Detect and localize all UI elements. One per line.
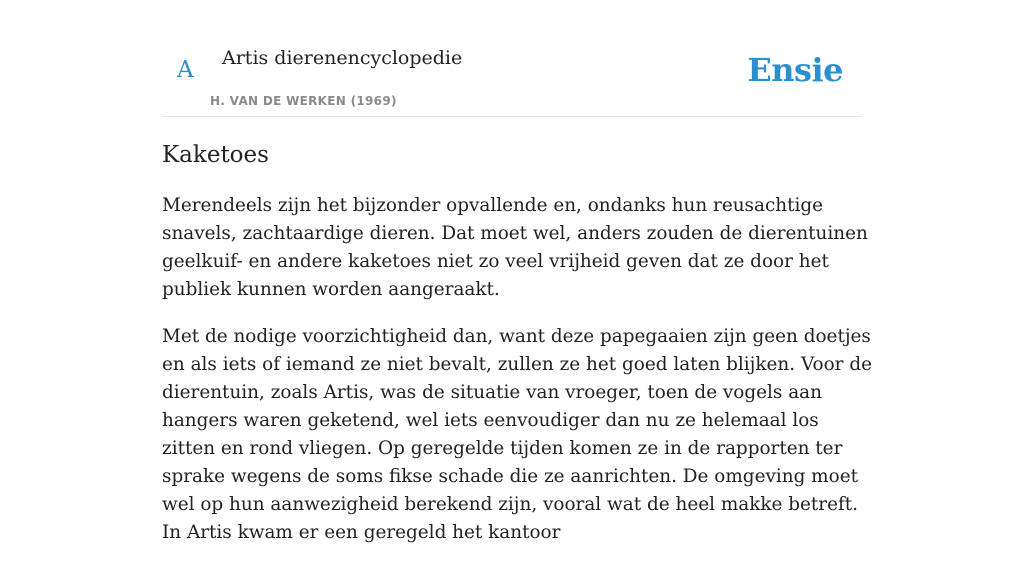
article-title: Kaketoes — [162, 142, 269, 168]
book-header — [162, 0, 862, 117]
article-paragraph: Met de nodige voorzichtigheid dan, want deze papegaaien zijn geen doetjes en als iets of iemand ze niet bevalt, zullen ze het goed laten blijken. Voor de dierentuin, zoals Artis, was de situatie van vroeger, toen de vogels aan hangers waren geketend, wel iets eenvoudiger dan nu ze helemaal los zitten en rond vliegen. Op geregelde tijden komen ze in de rapporten ter sprake wegens de soms fikse schade die ze aanrichten. De omgeving moet wel op hun aanwezigheid berekend zijn, vooral wat de heel makke betreft. In Artis kwam er een geregeld het kantoor — [162, 326, 872, 543]
article-body — [162, 192, 872, 566]
article-paragraph: Merendeels zijn het bijzonder opvallende en, ondanks hun reusachtige snavels, zachtaardige dieren. Dat moet wel, anders zouden de dierentuinen geelkuif- en andere kaketoes niet zo veel vrijheid geven dat ze door het publiek kunnen worden aangeraakt. — [162, 195, 868, 300]
book-author: H. VAN DE WERKEN (1969) — [210, 94, 397, 108]
book-letter-badge[interactable]: A — [177, 57, 194, 83]
book-title[interactable]: Artis dierenencyclopedie — [222, 47, 463, 69]
brand-logo-link[interactable]: Ensie — [747, 51, 843, 89]
